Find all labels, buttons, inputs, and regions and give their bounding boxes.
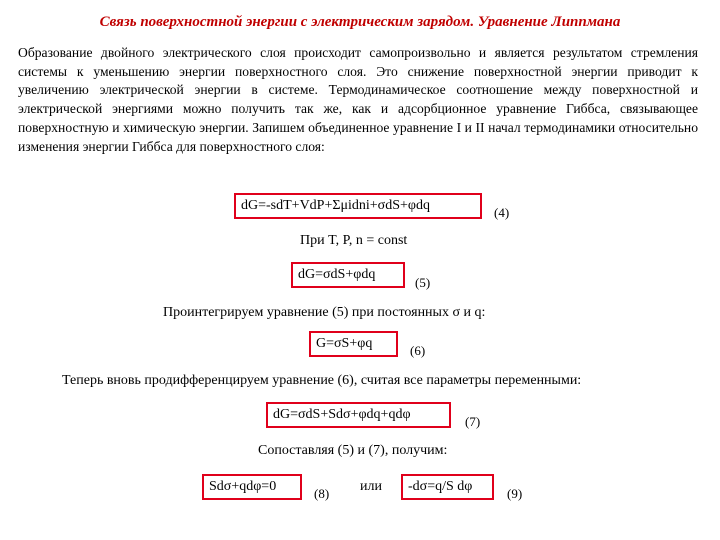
equation-9: -dσ=q/S dφ [401,474,494,500]
equation-7: dG=σdS+Sdσ+φdq+qdφ [266,402,451,428]
equation-8-number: (8) [314,486,330,501]
equation-6: G=σS+φq [309,331,398,357]
equation-8: Sdσ+qdφ=0 [202,474,302,500]
equation-5-number: (5) [415,275,431,290]
equation-4: dG=-sdT+VdP+Σμidni+σdS+φdq [234,193,482,219]
compare-text: Сопоставляя (5) и (7), получим: [258,443,448,458]
equation-4-number: (4) [494,205,510,220]
intro-paragraph: Образование двойного электрического слоя происходит самопроизвольно и является результатом стремления системы к уменьшению энергии поверхностного слоя. Это снижение поверхностной энергии приводит к увеличению электрической энергии в системе. Термодинамическое соотношение между поверхностной и электрической энергиями можно получить так же, как и адсорбционное уравнение Гиббса, связывающее поверхностную и химическую энергии. Запишем объединенное уравнение I и II начал термодинамики относительно изменения энергии Гиббса для поверхностного слоя: [18,45,698,154]
slide-title: Связь поверхностной энергии с электрическим зарядом. Уравнение Липпмана [99,14,621,30]
integrate-text: Проинтегрируем уравнение (5) при постоянных σ и q: [163,305,486,320]
differentiate-text: Теперь вновь продифференцируем уравнение (6), считая все параметры переменными: [62,373,582,388]
equation-7-number: (7) [465,414,481,429]
condition-text: При T, P, n = const [300,233,408,248]
equation-6-number: (6) [410,343,426,358]
equation-9-number: (9) [507,486,523,501]
or-text: или [360,479,382,494]
equation-5: dG=σdS+φdq [291,262,405,288]
